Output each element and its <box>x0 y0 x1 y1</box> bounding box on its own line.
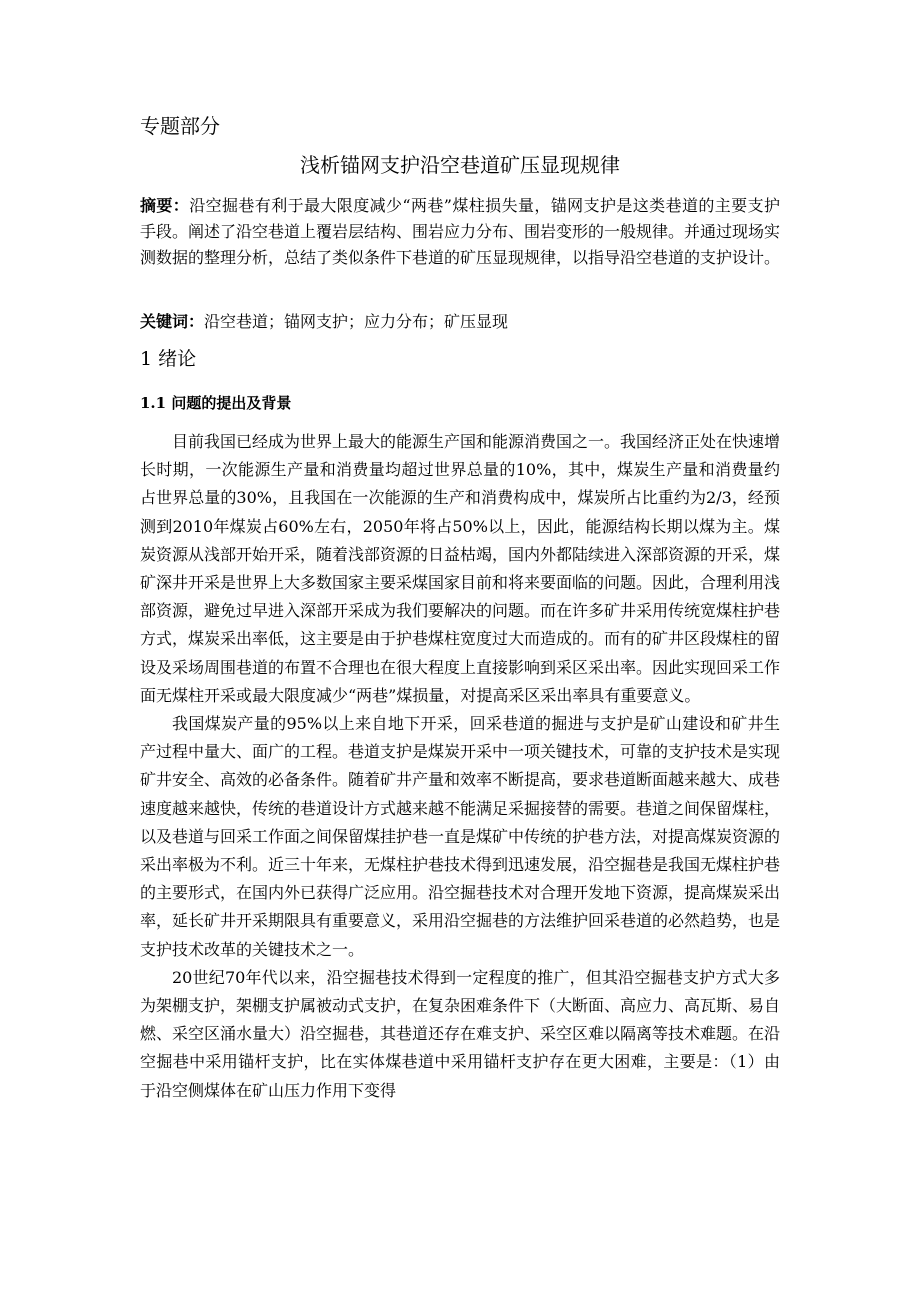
document-title: 浅析锚网支护沿空巷道矿压显现规律 <box>300 153 620 177</box>
keywords <box>140 310 780 334</box>
section-label: 专题部分 <box>140 114 220 138</box>
subsection-heading: 1.1 问题的提出及背景 <box>140 394 292 412</box>
keywords-text: 沿空巷道；锚网支护；应力分布；矿压显现 <box>204 312 509 331</box>
abstract-text: 沿空掘巷有利于最大限度减少“两巷”煤柱损失量，锚网支护是这类巷道的主要支护手段。阐述了沿空巷道上覆岩层结构、围岩应力分布、围岩变形的一般规律。并通过现场实测数据的整理分析，总结了类似条件下巷道的矿压显现规律，以指导沿空巷道的支护设计。 <box>140 196 781 267</box>
keywords-label: 关键词： <box>140 312 205 331</box>
paragraph: 我国煤炭产量的95%以上来自地下开采，回采巷道的掘进与支护是矿山建设和矿井生产过程中量大、面广的工程。巷道支护是煤炭开采中一项关键技术，可靠的支护技术是实现矿井安全、高效的必备条件。随着矿井产量和效率不断提高，要求巷道断面越来越大、成巷速度越来越快，传统的巷道设计方式越来越不能满足采掘接替的需要。巷道之间保留煤柱，以及巷道与回采工作面之间保留煤挂护巷一直是煤矿中传统的护巷方法，对提高煤炭资源的采出率极为不利。近三十年来，无煤柱护巷技术得到迅速发展，沿空掘巷是我国无煤柱护巷的主要形式，在国内外已获得广泛应用。沿空掘巷技术对合理开发地下资源，提高煤炭采出率，延长矿井开采期限具有重要意义，采用沿空掘巷的方法维护回采巷道的必然趋势，也是支护技术改革的关键技术之一。 <box>140 714 781 959</box>
abstract-label: 摘要： <box>140 196 190 215</box>
section-heading: 1 绪论 <box>140 348 197 370</box>
body-text <box>140 428 780 1105</box>
paragraph: 20世纪70年代以来，沿空掘巷技术得到一定程度的推广，但其沿空掘巷支护方式大多为架棚支护，架棚支护属被动式支护，在复杂困难条件下（大断面、高应力、高瓦斯、易自燃、采空区涌水量大）沿空掘巷，其巷道还存在难支护、采空区难以隔离等技术难题。在沿空掘巷中采用锚杆支护，比在实体煤巷道中采用锚杆支护存在更大困难，主要是：（1）由于沿空侧煤体在矿山压力作用下变得 <box>140 967 781 1100</box>
paragraph: 目前我国已经成为世界上最大的能源生产国和能源消费国之一。我国经济正处在快速增长时期，一次能源生产量和消费量均超过世界总量的10%，其中，煤炭生产量和消费量约占世界总量的30%，且我国在一次能源的生产和消费构成中，煤炭所占比重约为2/3，经预测到2010年煤炭占60%左右，2050年将占50%以上，因此，能源结构长期以煤为主。煤炭资源从浅部开始开采，随着浅部资源的日益枯竭，国内外都陆续进入深部资源的开采，煤矿深井开采是世界上大多数国家主要采煤国家目前和将来要面临的问题。因此，合理利用浅部资源，避免过早进入深部开采成为我们要解决的问题。而在许多矿井采用传统宽煤柱护巷方式，煤炭采出率低，这主要是由于护巷煤柱宽度过大而造成的。而有的矿井区段煤柱的留设及采场周围巷道的布置不合理也在很大程度上直接影响到采区采出率。因此实现回采工作面无煤柱开采或最大限度减少“两巷”煤损量，对提高采区采出率具有重要意义。 <box>140 432 781 705</box>
abstract <box>140 193 780 271</box>
